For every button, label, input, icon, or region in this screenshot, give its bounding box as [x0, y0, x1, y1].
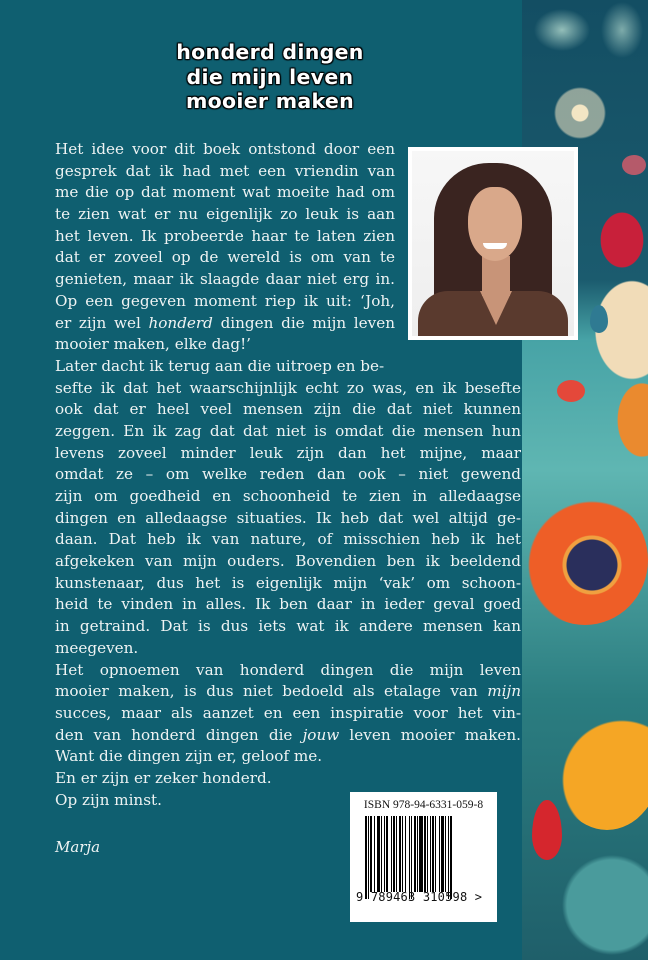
blurb-line: zijn om goedheid en schoonheid te zien in alledaagse	[55, 487, 521, 505]
barcode-bar	[445, 816, 446, 892]
vneck-shape	[480, 291, 512, 325]
blurb-line: heid te vinden in alles. Ik ben daar in ieder geval goed	[55, 595, 521, 614]
barcode-bar	[391, 816, 392, 892]
barcode-bar	[381, 816, 382, 892]
barcode-bar	[419, 816, 422, 892]
barcode-bar	[368, 816, 369, 899]
blurb-line: Later dacht ik terug aan die uitroep en be-	[55, 356, 385, 375]
blurb-line: kunstenaar, dus het is eigenlijk mijn ‘vak’ om schoon-	[55, 573, 521, 592]
blurb-line: er zijn wel honderd dingen die mijn leven	[55, 313, 395, 332]
isbn-label: ISBN 978-94-6331-059-8	[363, 799, 484, 811]
barcode-bar	[386, 816, 388, 892]
barcode-bar	[374, 816, 375, 892]
barcode-bar	[396, 816, 397, 892]
blurb-line: daan. Dat heb ik van nature, of misschien heb ik het	[55, 530, 521, 549]
title-line-3: mooier maken	[185, 89, 355, 113]
barcode-bar	[409, 816, 410, 899]
title-line-2: die mijn leven	[186, 64, 354, 89]
barcode-bar	[427, 816, 428, 892]
isbn-barcode	[350, 792, 497, 922]
barcode-bar	[417, 816, 418, 892]
blurb-line: Op een gegeven moment riep ik uit: ‘Joh,	[55, 291, 395, 310]
barcode-bar	[435, 816, 436, 892]
blurb-line: me die op dat moment wat moeite had om	[55, 183, 395, 202]
book-title	[140, 40, 400, 114]
blurb-line: te zien wat er nu eigenlijk zo leuk is aan	[55, 205, 395, 224]
title-line-1: honderd dingen	[176, 40, 364, 64]
starburst-flower-icon	[552, 85, 608, 141]
blurb-line: ook dat er heel veel mensen zijn die dat niet kunnen	[55, 400, 521, 419]
floral-artwork-strip	[522, 0, 648, 960]
bud-icon	[622, 155, 646, 175]
blurb-line: het leven. Ik probeerde haar te laten zien	[55, 226, 395, 245]
barcode-bar	[377, 816, 380, 892]
barcode-bar	[393, 816, 395, 892]
barcode-bar	[402, 816, 403, 892]
red-petal-icon	[532, 800, 562, 860]
leaf-icon	[590, 305, 608, 333]
author-signature: Marja	[55, 838, 101, 856]
face-shape	[468, 187, 522, 261]
blurb-line: gesprek dat ik had met een vriendin van	[55, 161, 395, 180]
blurb-line: mooier maken, is dus niet bedoeld als etalage van mijn	[55, 682, 521, 701]
barcode-bar	[450, 816, 452, 899]
yellow-flower-icon	[552, 690, 648, 830]
blurb-line: dingen en alledaagse situaties. Ik heb dat wel altijd ge-	[55, 508, 521, 527]
neck-shape	[482, 256, 510, 296]
barcode-bar	[370, 816, 372, 892]
barcode-digits: 9 789463 310598 >	[356, 890, 483, 904]
blurb-line: Want die dingen zijn er, geloof me.	[55, 747, 323, 766]
blurb-line: sefte ik dat het waarschijnlijk echt zo was, en ik besefte	[55, 378, 521, 397]
barcode-bar	[430, 816, 431, 892]
blurb-line: En er zijn er zeker honderd.	[55, 768, 272, 787]
blurb-line: in getraind. Dat is dus iets wat ik andere mensen kan	[55, 617, 521, 636]
barcode-bar	[411, 816, 412, 899]
barcode-bar	[399, 816, 401, 892]
blurb-line: dat er zoveel op de wereld is om van te	[55, 248, 395, 267]
barcode-bar	[414, 816, 416, 892]
barcode-bar	[441, 816, 443, 892]
teal-flower-icon	[562, 850, 648, 960]
blurb-line: den van honderd dingen die jouw leven mooier maken.	[55, 725, 521, 744]
blurb-line: succes, maar als aanzet en een inspiratie voor het vin-	[55, 703, 521, 722]
author-photo	[408, 147, 578, 340]
small-red-flower-icon	[557, 380, 585, 402]
barcode-bar	[424, 816, 426, 892]
emphasis-word: honderd	[148, 313, 213, 332]
barcode-bars	[365, 816, 491, 899]
author-portrait-image	[412, 151, 574, 336]
blurb-line: Het idee voor dit boek ontstond door een	[55, 140, 395, 158]
blurb-line: zeggen. En ik zag dat dat niet is omdat die mensen hun	[55, 421, 521, 440]
barcode-bar	[384, 816, 385, 892]
blurb-line: meegeven.	[55, 638, 139, 657]
emphasis-word: mijn	[487, 682, 521, 701]
blurb-line: levens zoveel minder leuk zijn dan het mijne, maar	[55, 443, 521, 462]
emphasis-word: jouw	[302, 725, 340, 744]
blurb-line: genieten, maar ik slaagde daar niet erg in.	[55, 270, 395, 289]
blurb-line: Het opnoemen van honderd dingen die mijn leven	[55, 660, 521, 679]
barcode-bar	[405, 816, 406, 892]
barcode-bar	[365, 816, 367, 899]
blurb-line: omdat ze – om welke reden dan ook – niet gewend	[55, 465, 521, 484]
barcode-bar	[439, 816, 440, 892]
barcode-bar	[448, 816, 449, 899]
blurb-line: afgekeken van mijn ouders. Bovendien ben ik beeldend	[55, 552, 521, 571]
barcode-bar	[432, 816, 434, 892]
orange-flower-icon	[522, 495, 648, 625]
smile-shape	[483, 243, 507, 249]
blurb-line: Op zijn minst.	[55, 790, 162, 809]
blurb-line: mooier maken, elke dag!’	[55, 335, 251, 354]
